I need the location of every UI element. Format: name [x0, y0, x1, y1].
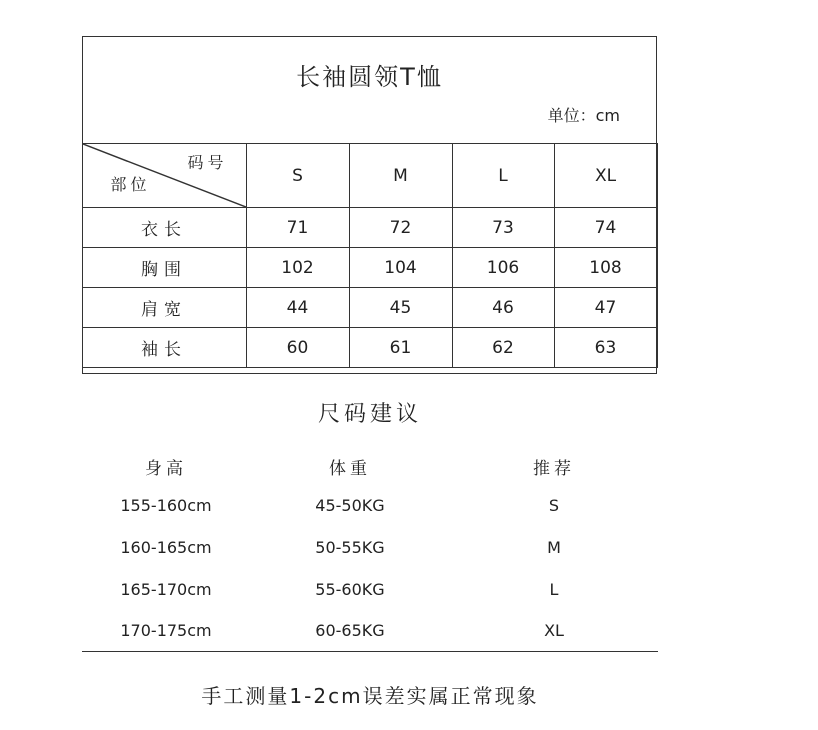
size-header-row: [82, 144, 657, 208]
table-cell: 72: [349, 208, 452, 248]
divider-line: [82, 651, 658, 652]
chart-title: 长袖圆领T恤: [296, 63, 443, 91]
chart-header: [83, 37, 656, 143]
size-header: XL: [554, 144, 657, 208]
recommendation-row: [0, 580, 818, 606]
weight-range: 45-50KG: [315, 496, 385, 515]
corner-label-part: 部位: [110, 175, 151, 194]
recommendation-title: 尺码建议: [317, 402, 422, 427]
footer-note: 手工测量1-2cm误差实属正常现象: [201, 684, 539, 708]
table-cell: 73: [452, 208, 554, 248]
table-row: [82, 328, 657, 368]
size-header: L: [452, 144, 554, 208]
table-row: [82, 208, 657, 248]
header-weight: 体重: [329, 459, 371, 479]
table-row: [82, 248, 657, 288]
height-range: 160-165cm: [120, 538, 212, 557]
header-height: 身高: [145, 459, 187, 479]
corner-cell: [82, 144, 246, 208]
recommended-size: S: [548, 496, 560, 515]
table-cell: 47: [554, 288, 657, 328]
height-range: 155-160cm: [120, 496, 212, 515]
recommended-size: L: [549, 580, 559, 599]
unit-note: 单位：cm: [547, 106, 620, 125]
row-label: 胸围: [82, 248, 246, 288]
row-label: 肩宽: [82, 288, 246, 328]
weight-range: 60-65KG: [315, 621, 385, 640]
size-grid: [82, 143, 658, 368]
height-range: 170-175cm: [120, 621, 212, 640]
header-recommend: 推荐: [533, 459, 575, 479]
size-header: M: [349, 144, 452, 208]
table-row: [82, 288, 657, 328]
height-range: 165-170cm: [120, 580, 212, 599]
table-cell: 102: [246, 248, 349, 288]
recommendation-row: [0, 538, 818, 564]
table-cell: 106: [452, 248, 554, 288]
table-cell: 45: [349, 288, 452, 328]
recommended-size: XL: [544, 621, 564, 640]
size-header: S: [246, 144, 349, 208]
table-cell: 74: [554, 208, 657, 248]
table-cell: 108: [554, 248, 657, 288]
row-label: 衣长: [82, 208, 246, 248]
table-cell: 104: [349, 248, 452, 288]
table-cell: 61: [349, 328, 452, 368]
table-cell: 63: [554, 328, 657, 368]
table-cell: 46: [452, 288, 554, 328]
recommendation-row: [0, 621, 818, 647]
recommended-size: M: [547, 538, 561, 557]
weight-range: 55-60KG: [315, 580, 385, 599]
weight-range: 50-55KG: [315, 538, 385, 557]
recommendation-header: [0, 454, 818, 480]
table-cell: 60: [246, 328, 349, 368]
table-cell: 62: [452, 328, 554, 368]
corner-label-size: 码号: [187, 153, 228, 172]
table-cell: 44: [246, 288, 349, 328]
recommendation-row: [0, 496, 818, 522]
size-chart-table: [82, 36, 657, 374]
table-cell: 71: [246, 208, 349, 248]
row-label: 袖长: [82, 328, 246, 368]
